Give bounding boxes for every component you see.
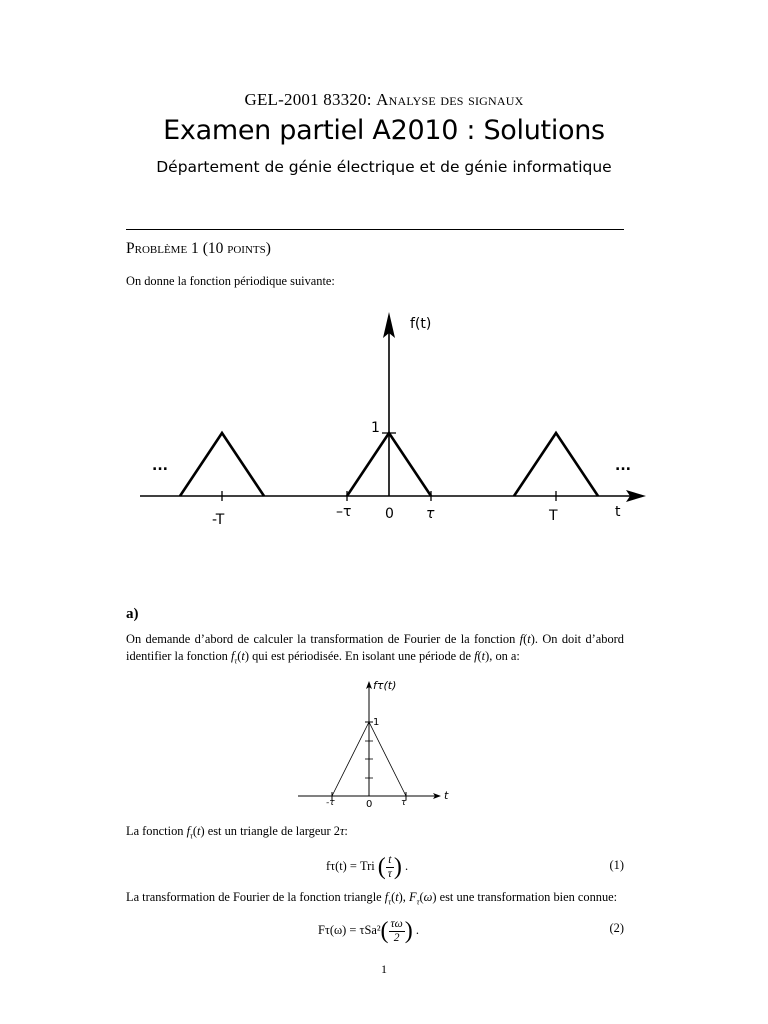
page-title: Examen partiel A2010 : Solutions <box>163 115 605 146</box>
equation-1: fτ(t) = Tri ( $\frac{t}{\tau}$ ) . <box>326 853 409 881</box>
problem-intro: On donne la fonction périodique suivante: <box>126 274 335 288</box>
equation-2-number: (2) <box>609 921 624 935</box>
equation-2-lhs: Fτ(ω) = τSa² <box>318 923 381 937</box>
department-subtitle: Département de génie électrique et de génie informatique <box>156 158 612 176</box>
section-a-paragraph-1: On demande d’abord de calculer la transformation de Fourier de la fonction f(t). On doit d’abord identifier la fonction $f_\tau(t)$ qui est périodisée. En isolant une période de f(t), on a: <box>126 632 625 666</box>
page-number: 1 <box>381 962 387 976</box>
ellipsis-right: ... <box>615 458 631 474</box>
equation-2-fraction: $\frac{\tau\omega}{2}$ <box>390 917 403 944</box>
peak-label: 1 <box>371 420 380 436</box>
x-axis-label: t <box>444 789 449 802</box>
section-a-paragraph-3: La transformation de Fourier de la fonction triangle $f_\tau(t)$, $F_\tau(\omega)$ est une transformation bien connue: <box>126 890 618 907</box>
equation-1-number: (1) <box>609 858 624 872</box>
equation-1-lhs: fτ(t) = Tri <box>326 859 375 873</box>
tick-label-zero: 0 <box>366 799 373 810</box>
tick-label-tau: τ <box>426 506 435 522</box>
tick-label-neg-T: -T <box>212 512 225 528</box>
single-triangle-figure <box>290 672 465 812</box>
tick-label-neg-tau: –τ <box>336 504 352 520</box>
equation-2: Fτ(ω) = τSa²( $\frac{\tau\omega}{2}$ ) . <box>318 917 419 945</box>
course-heading <box>0 90 768 110</box>
ellipsis-left: ... <box>152 458 168 474</box>
x-axis-label: t <box>615 504 621 520</box>
course-code: GEL-2001 83320: <box>244 90 372 109</box>
y-axis-label: f(t) <box>410 316 432 332</box>
section-a-paragraph-2: La fonction $f_\tau(t)$ est un triangle de largeur 2τ: <box>126 824 348 841</box>
tick-label-neg-tau: -τ <box>326 798 335 808</box>
problem-heading <box>126 240 271 258</box>
section-a-heading: a) <box>126 606 139 622</box>
header-divider <box>126 229 624 230</box>
problem-points: (10 points) <box>202 240 271 257</box>
equation-1-fraction: $\frac{t}{\tau}$ <box>387 853 392 880</box>
tick-label-T: T <box>549 508 558 524</box>
tick-label-tau: τ <box>401 798 407 808</box>
periodic-function-figure <box>126 300 656 540</box>
tick-label-zero: 0 <box>385 506 394 522</box>
triangle-right <box>514 433 598 496</box>
y-axis-label: fτ(t) <box>373 679 397 692</box>
peak-label: 1 <box>373 717 380 728</box>
course-name: Analyse des signaux <box>376 90 524 109</box>
problem-label: Problème 1 <box>126 240 199 257</box>
triangle-left <box>180 433 264 496</box>
